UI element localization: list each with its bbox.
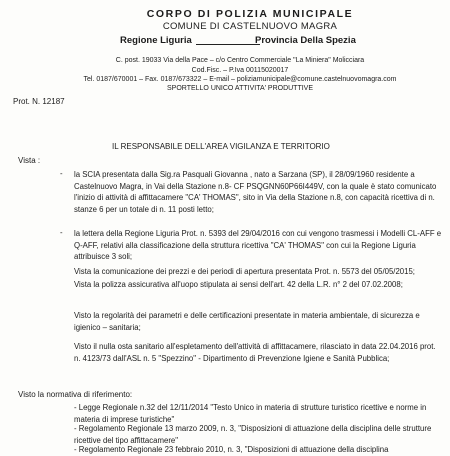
paragraph-bullet: - (60, 228, 63, 237)
prices-paragraph: Vista la comunicazione dei prezzi e dei periodi di apertura presentata Prot. n. 5573 del 05/05/2015; (74, 267, 415, 276)
norms-label: Visto la normativa di riferimento: (18, 390, 133, 399)
municipality-name: COMUNE DI CASTELNUOVO MAGRA (162, 21, 338, 32)
insurance-paragraph: Vista la polizza assicurativa all'uopo stipulata ai sensi dell'art. 42 della L.R. n° 2 del 07.02.2008; (74, 280, 403, 289)
header-divider (196, 44, 260, 45)
corps-title: CORPO DI POLIZIA MUNICIPALE (146, 8, 354, 20)
office-address: C. post. 19033 Via della Pace – c/o Centro Commerciale "La Miniera" Molicciara (115, 57, 365, 64)
scia-paragraph: la SCIA presentata dalla Sig.ra Pasquali Giovanna , nato a Sarzana (SP), il 28/09/1960 residente a Castelnuovo Magra, in Vai della Stazione n.8- CF PSQGNN60P66I449V, con la quale è stato comunicato l'inizio di attività di affittacamere "CA' THOMAS", sito in Via della Stazione n.8, con capacità ricettiva di n. stanze 6 per un totale di n. 11 posti letto; (74, 170, 437, 214)
region-letter-paragraph: la lettera della Regione Liguria Prot. n. 5393 del 29/04/2016 con cui vengono trasmessi i Modelli CL-AFF e Q-AFF, relativi alla classificazione della struttura ricettiva "CA' THOMAS" con cui la Regione Liguria attribuisce 3 soli; (74, 229, 442, 262)
parameters-paragraph: Visto la regolarità dei parametri e delle certificazioni presentate in materia ambientale, di sicurezza e igienico – sanitaria; (74, 311, 420, 332)
norm-item: - Regolamento Regionale 13 marzo 2009, n. 3, "Disposizioni di attuazione della disciplina delle strutture ricettive del tipo affittacamere" (74, 424, 432, 445)
fiscal-code: Cod.Fisc. – P.Iva 00115020017 (191, 67, 289, 74)
responsible-heading: IL RESPONSABILE DELL'AREA VIGILANZA E TERRITORIO (112, 142, 330, 151)
contact-info: Tel. 0187/670001 – Fax. 0187/673322 – E-mail – poliziamunicipale@comune.castelnuovomagra.com (83, 76, 397, 83)
protocol-number: Prot. N. 12187 (13, 97, 65, 106)
paragraph-bullet: - (60, 169, 63, 178)
vista-label: Vista : (18, 156, 41, 165)
province-name: Provincia Della Spezia (255, 35, 356, 46)
office-name: SPORTELLO UNICO ATTIVITA' PRODUTTIVE (166, 85, 314, 92)
municipal-seal-icon (220, 0, 272, 8)
norm-item: - Legge Regionale n.32 del 12/11/2014 "Testo Unico in materia di strutture turistico ricettive e norme in materia di imprese turistiche" (74, 403, 427, 424)
region-name: Regione Liguria (120, 35, 192, 46)
norm-item: - Regolamento Regionale 23 febbraio 2010, n. 3, "Disposizioni di attuazione della disciplina (74, 445, 389, 454)
sanitary-paragraph: Visto il nulla osta sanitario all'espletamento dell'attività di affittacamere, rilasciato in data 22.04.2016 prot. n. 4123/73 dall'ASL n. 5 "Spezzino" - Dipartimento di Prevenzione Igiene e Sanità Pubblica; (74, 342, 436, 363)
